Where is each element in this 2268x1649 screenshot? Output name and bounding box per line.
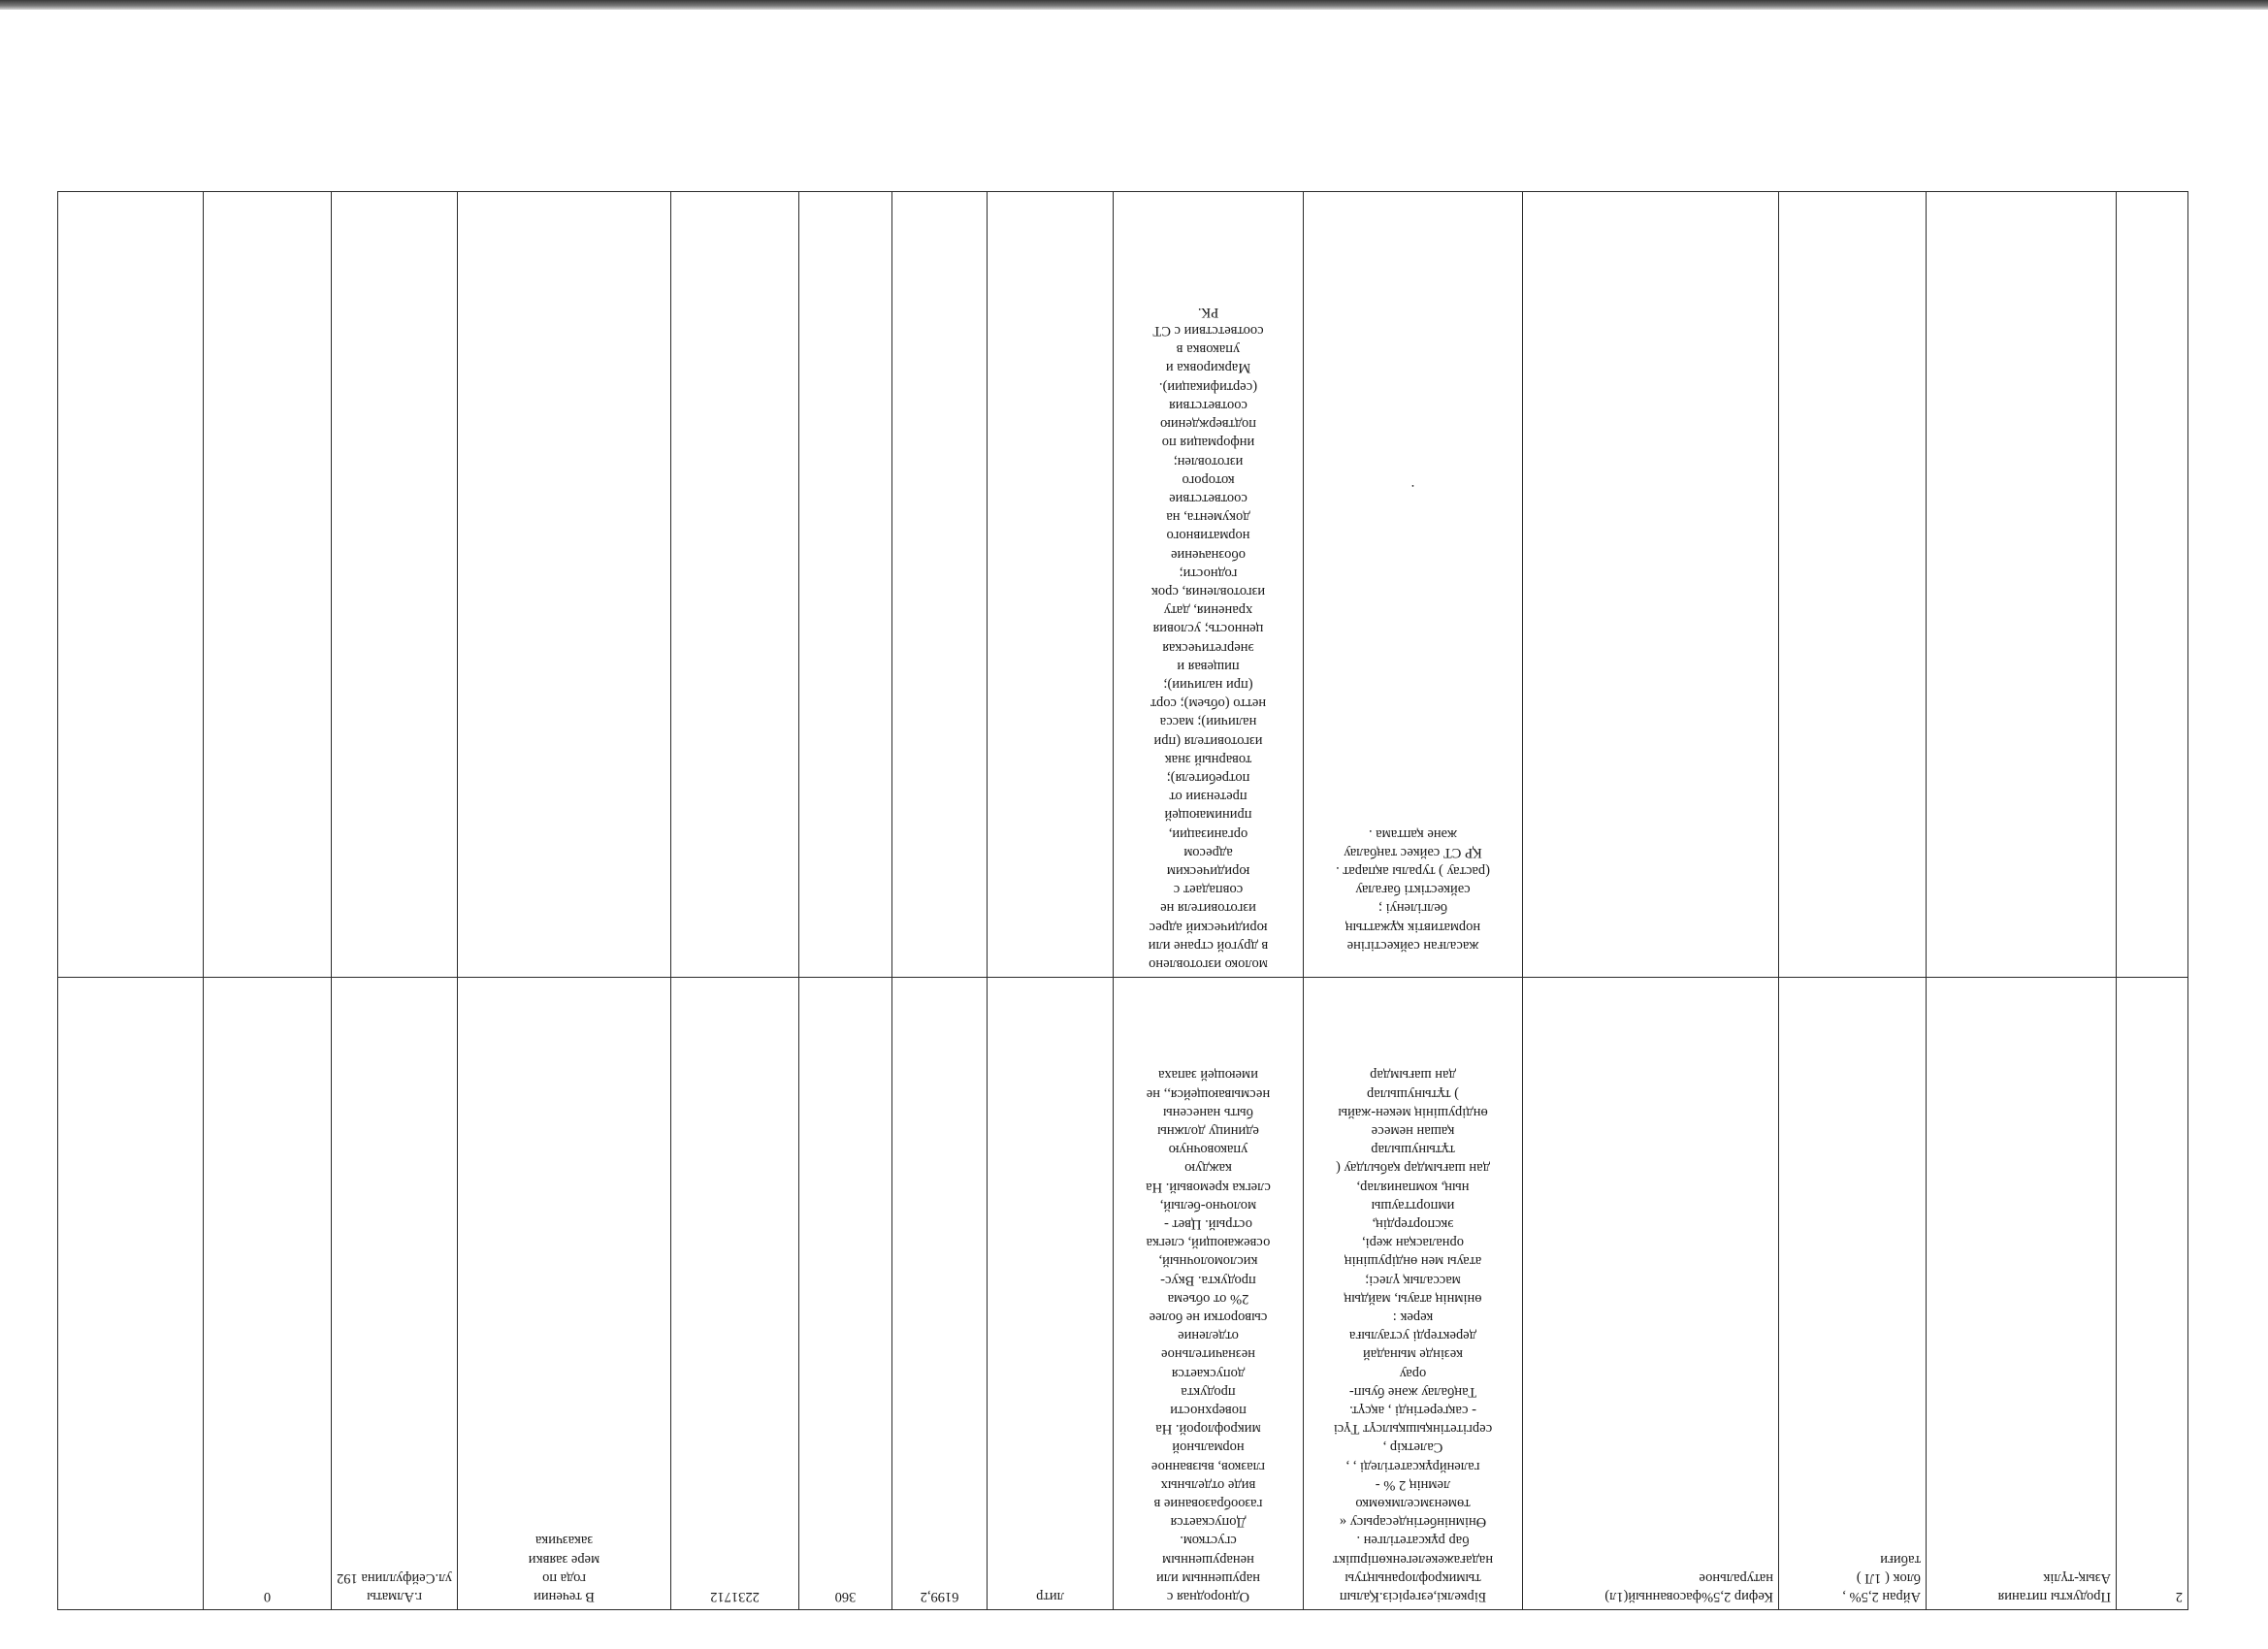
cell-prepayment: 0	[204, 978, 332, 1610]
procurement-table	[57, 191, 2188, 1610]
cell-tech-spec-ru: Однородная с нарушенным или ненарушенным сгустком. Допускается газообразование в виде отдельных глазков, вызванное нормальной микрофлорой. На поверхности продукта допускается незначительное отделение сыворотки не более 2% от объема продукта. Вкус- кисломолочный, освежающий, слегка острый. Цвет - молочно-белый, слегка кремовый. На каждую упаковочную единицу должны быть нанесены несмывающейся,, не имеющей запаха	[1114, 978, 1304, 1610]
cell-empty	[1927, 192, 2117, 978]
cell-empty	[332, 192, 458, 978]
cell-empty	[458, 192, 671, 978]
cell-empty	[671, 192, 799, 978]
cell-empty	[892, 192, 988, 978]
cell-item-name: Продукты питания Азық-түлік	[1927, 978, 2117, 1610]
cell-tech-spec-ru-cont: молоко изготовлено в другой стране или юридический адрес изготовителя не совпадает с юридическим адресом организации, принимающей претензии от потребителя); товарный знак изготовителя (при наличии); масса нетто (объем); сорт (при наличии); пищевая и энергетическая ценность; условия хранения, дату изготовления, срок годности; обозначение нормативного документа, на соответствие которого изготовлен; информация по подтверждению соответствия (сертификации). Маркировка и упаковка в соответствии с СТ РК.	[1114, 192, 1304, 978]
cell-empty	[1523, 192, 1779, 978]
stray-dot	[1309, 475, 1517, 494]
cell-item-name-kz: Айран 2,5% , блок ( 1Л ) табиғи	[1779, 978, 1927, 1610]
table-row-continuation	[58, 192, 2188, 978]
cell-delivery-address: г.Алматы ул.Сейфуллина 192	[332, 978, 458, 1610]
rotated-procurement-sheet	[58, 192, 2188, 1610]
cell-delivery-time: В течении года по мере заявки заказчика	[458, 978, 671, 1610]
scan-top-edge	[0, 0, 2268, 10]
cell-empty	[58, 192, 204, 978]
cell-sum: 2231712	[671, 978, 799, 1610]
cell-empty	[204, 192, 332, 978]
table-row-item-2	[58, 978, 2188, 1610]
cell-row-number: 2	[2117, 978, 2188, 1610]
cell-empty	[988, 192, 1114, 978]
cell-quantity: 360	[799, 978, 892, 1610]
cell-empty	[58, 978, 204, 1610]
cell-tech-spec-kz: Біркелкі,езгерісіз.Қалып тымикрофлораныңтуы надағажекелегенкөпіршікт бар рұксатетілген . Өнімнінбетіндесарысу « төмензмселмкөмко лемнің 2 % - галенйрұксатетіледі , , Салеткір , сергітетінқышқылсүт Түсі - сақгеретінді , ақсүт. Таңбалау және буып- орау кезінде мынадай деректерді устаулыға керек : өнімнің атауы, майдың массалық үлесі; атауы мен өндірушінің орналасқан жері, экспортердің, импорттаушы ның, компаниялар, дан шағымдар қабылдау ( тұтынушылар қашан немесе өндірушінің мекен-жайы ) тұтынушылар дан шағымдар	[1304, 978, 1523, 1610]
cell-empty	[799, 192, 892, 978]
cell-price: 6199,2	[892, 978, 988, 1610]
cell-empty	[1779, 192, 1927, 978]
cell-item-name-ru: Кефир 2,5%фасованный(1л) натуральное	[1523, 978, 1779, 1610]
cell-unit: литр	[988, 978, 1114, 1610]
tech-spec-kz-cont-text: жасалған сәйкестігіне нормативтік құжаттың белгіленуі ; сәйкестікті бағалау (растау ) туралы ақпарат . ҚР СТ сәйкес таңбалау және қаптама .	[1336, 825, 1490, 954]
stray-dot-mark: ·	[1410, 477, 1415, 494]
cell-empty	[2117, 192, 2188, 978]
cell-tech-spec-kz-cont	[1304, 192, 1523, 978]
